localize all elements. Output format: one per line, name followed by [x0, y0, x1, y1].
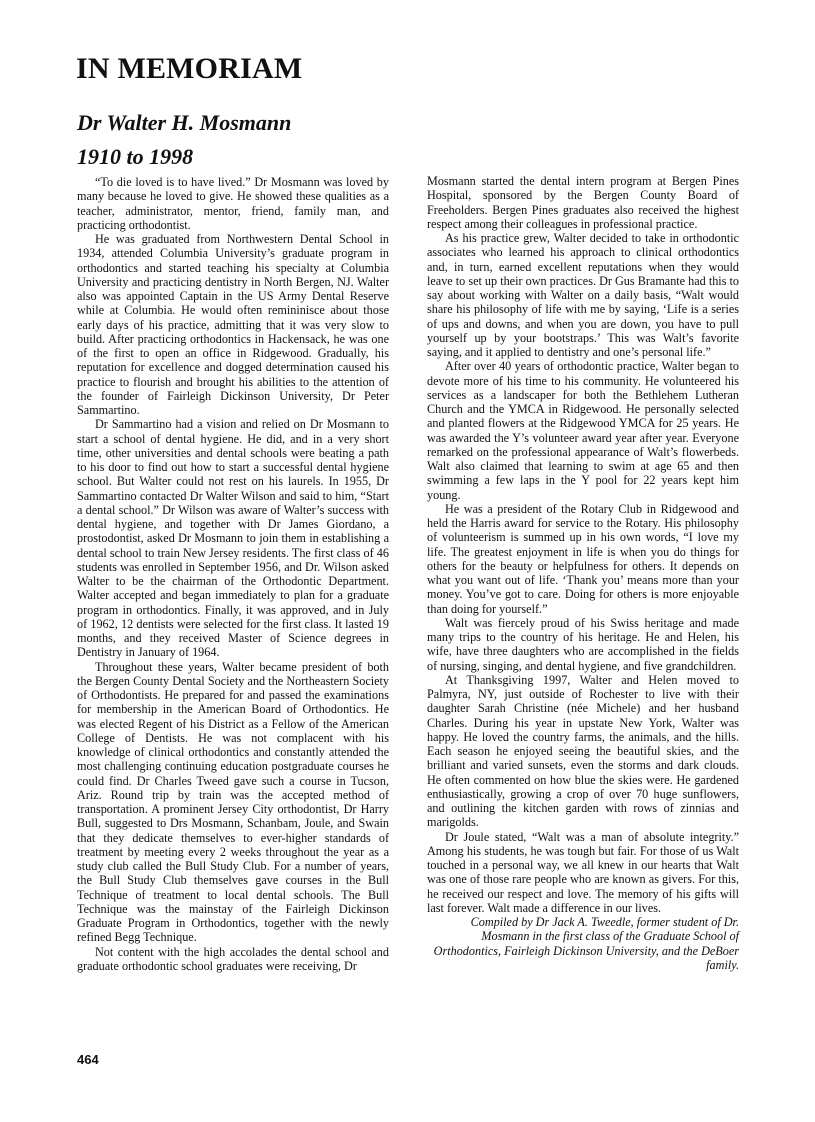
- life-dates: 1910 to 1998: [77, 144, 194, 169]
- author-credit: Compiled by Dr Jack A. Tweedle, former student of Dr. Mosmann in the first class of the Graduate School of Orthodontics, Fairleigh Dickinson University, and the DeBoer family.: [433, 915, 739, 972]
- paragraph: Dr Joule stated, “Walt was a man of absolute integrity.” Among his students, he was tough but fair. For those of us Walt touched in a personal way, we all knew in our hearts that Walt was one of those rare people who are known as givers. For this, he received our respect and love. The memory of his gifts will last forever. Walt made a difference in our lives.: [427, 829, 739, 915]
- paragraph: At Thanksgiving 1997, Walter and Helen moved to Palmyra, NY, just outside of Rochester to live with their daughter Sarah Christine (née Michele) and her husband Charles. During his year in upstate New York, Walter was happy. He loved the country farms, the animals, and the hills. Each season he enjoyed seeing the beautiful skies, and the brilliant and varied sunsets, even the storms and dark clouds. He often commented on how blue the skies were. He gardened enthusiastically, growing a crop of over 70 huge sunflowers, and outlining the kitchen garden with rows of zinnias and marigolds.: [427, 672, 739, 830]
- paragraph: As his practice grew, Walter decided to take in orthodontic associates who learned his approach to clinical orthodontics and, in turn, earned excellent reputations when they would leave to set up their own practices. Dr Gus Bramante had this to say about working with Walter on a daily basis, “Walt would share his philosophy of life with me by saying, ‘Life is a series of ups and downs, and when you are down, you have to pull yourself up by your bootstraps.’ This was Walt’s favorite saying, and it applied to dentistry and one’s personal life.”: [427, 231, 739, 359]
- paragraph: After over 40 years of orthodontic practice, Walter began to devote more of his time to his community. He volunteered his services as a landscaper for both the Bethlehem Lutheran Church and the YMCA in Ridgewood. He personally selected and planted flowers at the Ridgewood YMCA for 25 years. He was awarded the Y’s volunteer award year after year. Everyone remarked on the professional appearance of Walt’s flowerbeds. Walt also claimed that learning to swim at age 65 and then swimming a few laps in the Y pool for 22 years kept him young.: [427, 359, 739, 502]
- right-column: [427, 174, 739, 972]
- page-number: 464: [77, 1052, 99, 1067]
- left-column: [77, 175, 389, 973]
- paragraph: Dr Sammartino had a vision and relied on Dr Mosmann to start a school of dental hygiene. He did, and in a very short time, other universities and dental schools were beating a path to his door to find out how to start a successful dental hygiene school. But Walter could not rest on his laurels. In 1955, Dr Sammartino contacted Dr Walter Wilson and said to him, “Start a dental school.” Dr Wilson was aware of Walter’s success with dental hygiene, and together with Dr James Giordano, a prostodontist, asked Dr Mosmann to join them in establishing a dental school to train New Jersey residents. The first class of 46 students was enrolled in September 1956, and Dr. Wilson asked Walter to be the chairman of the Orthodontic Department. Walter accepted and began immediately to plan for a graduate program in orthodontics. Finally, it was approved, and in July of 1962, 12 dentists were selected for the first class. It lasted 19 months, and they received Master of Science degrees in Dentistry in January of 1964.: [77, 417, 389, 660]
- paragraph: Walt was fiercely proud of his Swiss heritage and made many trips to the country of his heritage. He and Helen, his wife, have three daughters who are accomplished in the fields of nursing, singing, and dental hygiene, and five grandchildren.: [427, 615, 739, 673]
- paragraph: He was graduated from Northwestern Dental School in 1934, attended Columbia University’s graduate program in orthodontics and started teaching his specialty at Columbia University and practicing dentistry in North Bergen, NJ. Walter also was appointed Captain in the US Army Dental Reserve while at Columbia. He would often remininisce about those early days of his practice, admitting that it was very slow to build. After practicing orthodontics in Hackensack, he was one of the first to open an office in Ridgewood. Gradually, his reputation for excellence and dogged determination caused his practice to flourish and brought his abilities to the attention of the founder of Fairleigh Dickinson University, Dr Peter Sammartino.: [77, 232, 389, 417]
- subject-name: Dr Walter H. Mosmann: [77, 110, 292, 135]
- paragraph: Not content with the high accolades the dental school and graduate orthodontic school graduates were receiving, Dr: [77, 944, 389, 973]
- paragraph: Mosmann started the dental intern program at Bergen Pines Hospital, sponsored by the Bergen County Board of Freeholders. Bergen Pines graduates also received the highest respect among their colleagues in professional practice.: [427, 174, 739, 231]
- page-title: IN MEMORIAM: [76, 52, 303, 85]
- paragraph: He was a president of the Rotary Club in Ridgewood and held the Harris award for service to the Rotary. His philosophy of volunteerism is summed up in his own words, “I love my life. The greatest enjoyment in life is when you do things for others for the beauty or helpfulness for others. It depends on what you want out of life. ‘Thank you’ means more than your money. You’ve got to care. Doing for others is more enjoyable than doing for yourself.”: [427, 501, 739, 616]
- paragraph: “To die loved is to have lived.” Dr Mosmann was loved by many because he loved to give. He showed these qualities as a teacher, administrator, mentor, friend, family man, and practicing orthodontist.: [77, 175, 389, 232]
- paragraph: Throughout these years, Walter became president of both the Bergen County Dental Society and the Northeastern Society of Orthodontists. He prepared for and passed the examinations for membership in the American Board of Orthodontics. He was elected Regent of his District as a Fellow of the American College of Dentists. He was not complacent with his knowledge of clinical orthodontics and constantly attended the most challenging continuing education postgraduate courses he could find. Dr Charles Tweed gave such a course in Tucson, Ariz. Round trip by train was the accepted method of transportation. A prominent Jersey City orthodontist, Dr Harry Bull, suggested to Drs Mosmann, Schanbam, Joule, and Swain that they dedicate themselves to ever-higher standards of treatment by meeting every 2 weeks throughout the year as a study club called the Bull Study Club. For a number of years, the Bull Study Club themselves gave courses in the Bull Technique of treatment to local dental schools. The Bull Technique was the mainstay of the Fairleigh Dickinson Graduate Program in Orthodontics, together with the newly refined Begg Technique.: [77, 659, 389, 945]
